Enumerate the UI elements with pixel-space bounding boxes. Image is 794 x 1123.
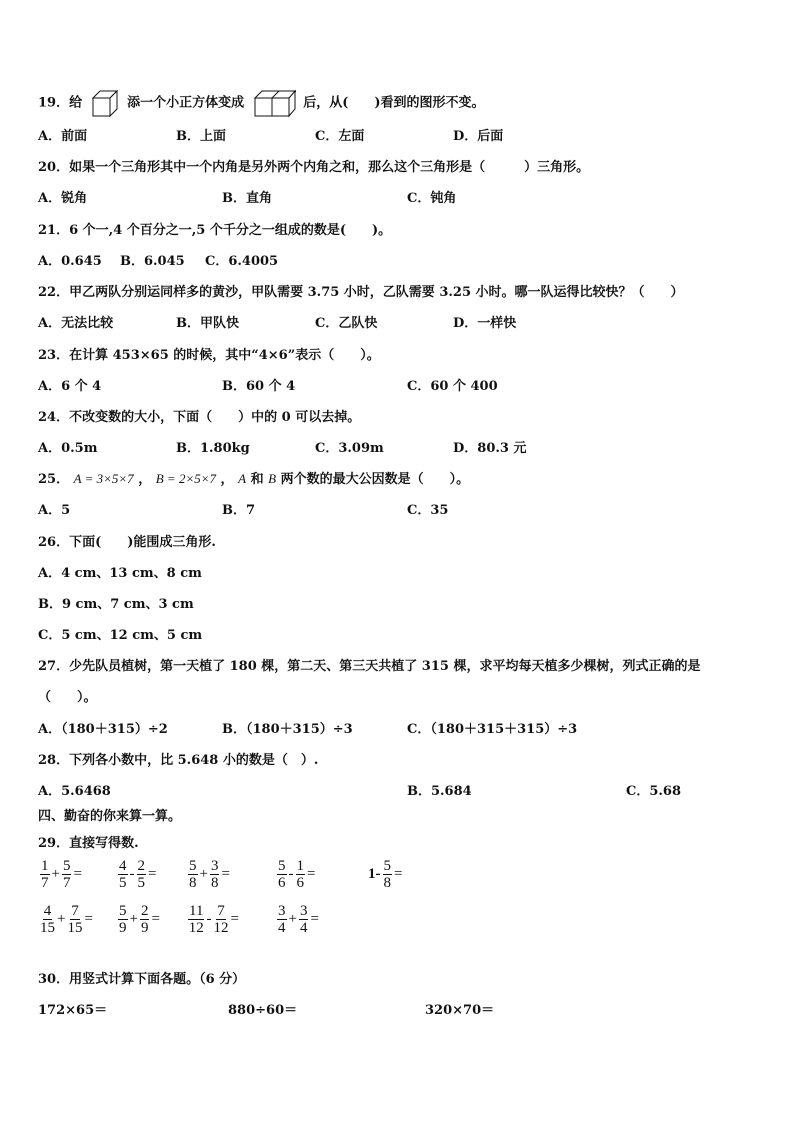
q25-var-b: B <box>268 471 277 486</box>
q25-expression-b: B = 2×5×7 <box>155 471 216 486</box>
denominator: 9 <box>119 920 127 936</box>
question-22: 22．甲乙两队分别运同样多的黄沙，甲队需要 3.75 小时，乙队需要 3.25 小时。哪一队运得比较快？（ ） <box>38 285 684 300</box>
denominator: 4 <box>278 920 286 936</box>
q25-tail: 两个数的最大公因数是（ ）。 <box>280 472 470 487</box>
q29-expr-4 <box>277 858 317 891</box>
numerator: 3 <box>299 903 308 919</box>
denominator: 8 <box>189 875 197 891</box>
q20-option-c: C．钝角 <box>407 191 457 206</box>
q26-option-c: C．5 cm、12 cm、5 cm <box>38 628 203 643</box>
q22-option-c: C．乙队快 <box>315 316 378 331</box>
question-19 <box>38 88 485 118</box>
q19-option-a: A．前面 <box>38 129 88 144</box>
q29-expr-8 <box>188 903 241 936</box>
double-cube-figure <box>252 88 296 118</box>
numerator: 5 <box>62 858 71 874</box>
operator: + <box>288 911 297 927</box>
denominator: 8 <box>210 875 219 891</box>
question-20: 20．如果一个三角形其中一个内角是另外两个内角之和，那么这个三角形是（ ）三角形。 <box>38 160 590 175</box>
q29-expr-5 <box>366 858 404 891</box>
whole-number: 1- <box>368 866 381 882</box>
numerator: 2 <box>140 903 149 919</box>
q25-option-c: C．35 <box>407 503 449 518</box>
q19-option-c: C．左面 <box>315 129 365 144</box>
question-27: 27．少先队员植树，第一天植了 180 棵，第二天、第三天共植了 315 棵，求平均每天植多少棵树，列式正确的是 <box>38 659 701 674</box>
q28-option-c: C．5.68 <box>626 784 682 799</box>
q19-suffix: 后，从( )看到的图形不变。 <box>303 95 485 111</box>
numerator: 5 <box>278 858 286 874</box>
numerator: 4 <box>43 903 52 919</box>
q29-expr-7 <box>118 903 162 936</box>
numerator: 5 <box>189 858 197 874</box>
q24-option-b: B．1.80kg <box>176 441 250 456</box>
denominator: 12 <box>213 920 229 936</box>
operator: - <box>206 911 212 927</box>
q28-option-a: A．5.6468 <box>38 784 111 799</box>
question-21: 21．6 个一,4 个百分之一,5 个千分之一组成的数是( )。 <box>38 223 392 238</box>
equals-sign: = <box>307 866 316 882</box>
numerator: 1 <box>296 858 304 874</box>
q27-option-b: B．（180＋315）÷3 <box>222 722 353 737</box>
operator: + <box>199 866 208 882</box>
q25-var-a: A <box>238 471 247 486</box>
denominator: 8 <box>383 875 391 891</box>
q25-separator-2: ， <box>220 472 234 487</box>
numerator: 4 <box>119 858 127 874</box>
q19-middle: 添一个小正方体变成 <box>127 95 245 111</box>
operator: + <box>129 911 138 927</box>
q26-option-a: A．4 cm、13 cm、8 cm <box>38 566 202 581</box>
equals-sign: = <box>221 866 230 882</box>
q29-expr-9 <box>277 903 321 936</box>
q23-option-c: C．60 个 400 <box>407 379 498 394</box>
numerator: 7 <box>217 903 225 919</box>
q25-and: 和 <box>250 472 264 487</box>
q22-option-d: D．一样快 <box>453 316 517 331</box>
q25-number: 25． <box>38 472 70 487</box>
numerator: 5 <box>383 858 391 874</box>
denominator: 9 <box>140 920 149 936</box>
question-23: 23．在计算 453×65 的时候，其中“4×6”表示（ ）。 <box>38 348 380 363</box>
denominator: 5 <box>137 875 145 891</box>
numerator: 3 <box>210 858 219 874</box>
equals-sign: = <box>84 911 93 927</box>
q27-option-c: C．（180＋315＋315）÷3 <box>407 722 578 737</box>
question-29: 29．直接写得数. <box>38 836 139 851</box>
denominator: 6 <box>278 875 286 891</box>
q26-option-b: B．9 cm、7 cm、3 cm <box>38 597 194 612</box>
question-30: 30．用竖式计算下面各题。（6 分） <box>38 972 246 987</box>
denominator: 7 <box>41 875 49 891</box>
q21-option-b: B．6.045 <box>120 254 185 269</box>
q29-expr-2 <box>118 858 158 891</box>
equals-sign: = <box>310 911 319 927</box>
q24-option-d: D．80.3 元 <box>453 441 527 456</box>
q24-option-c: C．3.09m <box>315 441 384 456</box>
equals-sign: = <box>230 911 239 927</box>
question-24: 24．不改变数的大小，下面（ ）中的 0 可以去掉。 <box>38 410 361 425</box>
numerator: 7 <box>71 903 79 919</box>
numerator: 1 <box>41 858 49 874</box>
q21-option-c: C．6.4005 <box>205 254 279 269</box>
equals-sign: = <box>394 866 403 882</box>
denominator: 4 <box>299 920 308 936</box>
denominator: 5 <box>119 875 127 891</box>
q19-option-b: B．上面 <box>176 129 226 144</box>
q20-option-a: A．锐角 <box>38 191 88 206</box>
section-4-title: 四、勤奋的你来算一算。 <box>38 809 182 824</box>
question-26: 26．下面( )能围成三角形. <box>38 535 216 550</box>
operator: + <box>51 866 60 882</box>
numerator: 11 <box>189 903 204 919</box>
single-cube-figure <box>90 88 120 118</box>
q29-expr-1 <box>40 858 84 891</box>
q30-item-2: 880÷60＝ <box>228 1003 298 1018</box>
numerator: 2 <box>137 858 145 874</box>
q25-option-a: A．5 <box>38 503 71 518</box>
q30-item-1: 172×65＝ <box>38 1003 108 1018</box>
denominator: 15 <box>67 920 83 936</box>
q30-item-3: 320×70＝ <box>425 1003 495 1018</box>
q23-option-a: A．6 个 4 <box>38 379 102 394</box>
q19-option-d: D．后面 <box>453 129 504 144</box>
q21-option-a: A．0.645 <box>38 254 102 269</box>
q19-prefix: 19．给 <box>38 95 83 111</box>
question-27-cont: （ ）。 <box>38 690 97 705</box>
q25-option-b: B．7 <box>222 503 256 518</box>
denominator: 15 <box>40 920 55 936</box>
operator: + <box>57 911 66 927</box>
q24-option-a: A．0.5m <box>38 441 98 456</box>
q27-option-a: A．（180＋315）÷2 <box>38 722 168 737</box>
operator: - <box>129 866 135 882</box>
question-25 <box>38 468 469 487</box>
numerator: 5 <box>119 903 127 919</box>
q28-option-b: B．5.684 <box>407 784 472 799</box>
q25-separator: ， <box>138 472 152 487</box>
denominator: 12 <box>188 920 204 936</box>
operator: - <box>288 866 294 882</box>
q29-expr-6 <box>40 903 95 936</box>
denominator: 7 <box>62 875 71 891</box>
q29-expr-3 <box>188 858 232 891</box>
q22-option-b: B．甲队快 <box>176 316 239 331</box>
equals-sign: = <box>148 866 157 882</box>
q22-option-a: A．无法比较 <box>38 316 114 331</box>
denominator: 6 <box>296 875 304 891</box>
equals-sign: = <box>73 866 82 882</box>
numerator: 3 <box>278 903 286 919</box>
q20-option-b: B．直角 <box>222 191 272 206</box>
question-28: 28．下列各小数中，比 5.648 小的数是（ ）. <box>38 753 319 768</box>
equals-sign: = <box>151 911 160 927</box>
q25-expression-a: A = 3×5×7 <box>73 471 134 486</box>
q23-option-b: B．60 个 4 <box>222 379 296 394</box>
